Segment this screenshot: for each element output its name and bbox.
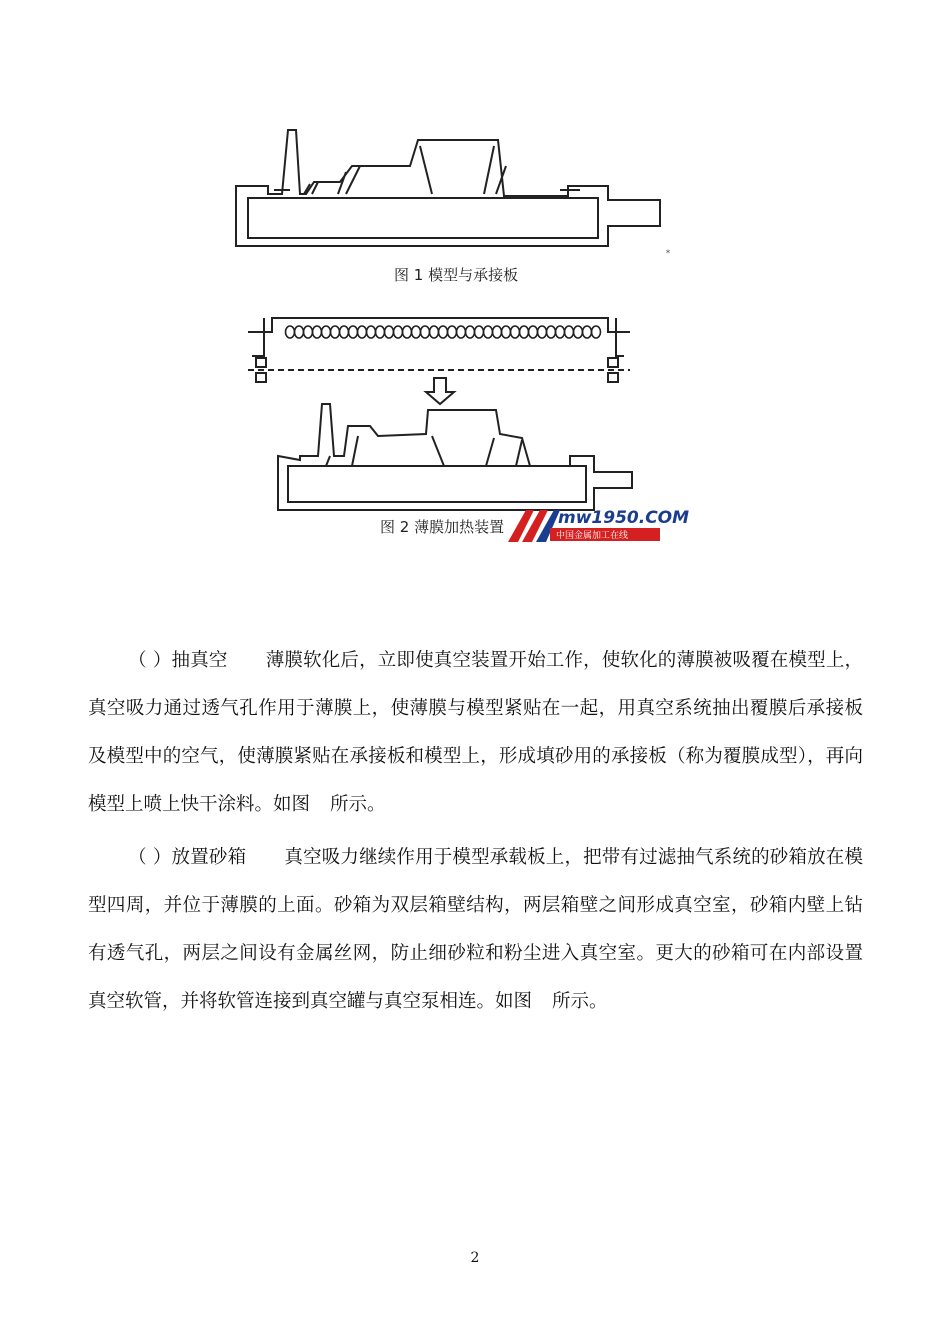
figure2-drawing bbox=[278, 404, 632, 510]
watermark-site: mw1950.COM bbox=[558, 508, 690, 528]
figure1-drawing bbox=[236, 130, 660, 246]
heating-coil bbox=[286, 326, 601, 338]
coil-loop bbox=[520, 326, 529, 338]
page-number: 2 bbox=[470, 1250, 480, 1266]
svg-text:*: * bbox=[666, 249, 670, 258]
figures-area bbox=[0, 0, 950, 560]
coil-loop bbox=[493, 326, 502, 338]
paragraph-vacuum-text: 薄膜软化后，立即使真空装置开始工作，使软化的薄膜被吸覆在模型上，真空吸力通过透气孔作用于薄膜上，使薄膜与模型紧贴在一起，用真空系统抽出覆膜后承接板及模型中的空气，使薄膜紧贴在承接板和模型上，形成填砂用的承接板（称为覆膜成型），再向模型上喷上快干涂料。如图 bbox=[88, 650, 863, 815]
coil-loop bbox=[403, 326, 412, 338]
coil-loop bbox=[421, 326, 430, 338]
paragraph-vacuum-label: （ ）抽真空 bbox=[128, 650, 228, 671]
coil-loop bbox=[565, 326, 574, 338]
coil-loop bbox=[457, 326, 466, 338]
paragraph-flask-end: 所示。 bbox=[552, 991, 608, 1012]
coil-loop bbox=[538, 326, 547, 338]
coil-loop bbox=[340, 326, 349, 338]
paragraph-vacuum bbox=[88, 637, 863, 829]
paragraph-flask-label: （ ）放置砂箱 bbox=[128, 847, 247, 868]
coil-loop bbox=[583, 326, 592, 338]
coil-loop bbox=[367, 326, 376, 338]
coil-loop bbox=[304, 326, 313, 338]
watermark-tagline: 中国金属加工在线 bbox=[556, 531, 629, 541]
coil-loop bbox=[511, 326, 520, 338]
coil-loop bbox=[448, 326, 457, 338]
coil-loop bbox=[286, 326, 295, 338]
coil-loop bbox=[439, 326, 448, 338]
coil-loop bbox=[574, 326, 583, 338]
down-arrow-icon bbox=[426, 378, 454, 404]
coil-loop bbox=[385, 326, 394, 338]
coil-loop bbox=[349, 326, 358, 338]
coil-loop bbox=[322, 326, 331, 338]
coil-loop bbox=[466, 326, 475, 338]
coil-loop bbox=[547, 326, 556, 338]
coil-loop bbox=[358, 326, 367, 338]
coil-loop bbox=[484, 326, 493, 338]
paragraph-vacuum-end: 所示。 bbox=[330, 794, 386, 815]
watermark-logo bbox=[508, 508, 689, 542]
coil-loop bbox=[331, 326, 340, 338]
coil-loop bbox=[502, 326, 511, 338]
coil-loop bbox=[313, 326, 322, 338]
figure2-caption: 图 2 薄膜加热装置 bbox=[380, 518, 505, 536]
coil-loop bbox=[412, 326, 421, 338]
coil-loop bbox=[394, 326, 403, 338]
coil-loop bbox=[592, 326, 601, 338]
paragraph-flask-text: 真空吸力继续作用于模型承载板上，把带有过滤抽气系统的砂箱放在模型四周，并位于薄膜的上面。砂箱为双层箱壁结构，两层箱壁之间形成真空室，砂箱内壁上钻有透气孔，两层之间设有金属丝网，防止细砂粒和粉尘进入真空室。更大的砂箱可在内部设置真空软管，并将软管连接到真空罐与真空泵相连。如图 bbox=[88, 847, 863, 1012]
coil-loop bbox=[529, 326, 538, 338]
coil-loop bbox=[475, 326, 484, 338]
coil-loop bbox=[295, 326, 304, 338]
paragraph-flask bbox=[88, 834, 863, 1026]
coil-loop bbox=[430, 326, 439, 338]
coil-loop bbox=[376, 326, 385, 338]
figure1-caption: 图 1 模型与承接板 bbox=[394, 266, 519, 284]
coil-loop bbox=[556, 326, 565, 338]
